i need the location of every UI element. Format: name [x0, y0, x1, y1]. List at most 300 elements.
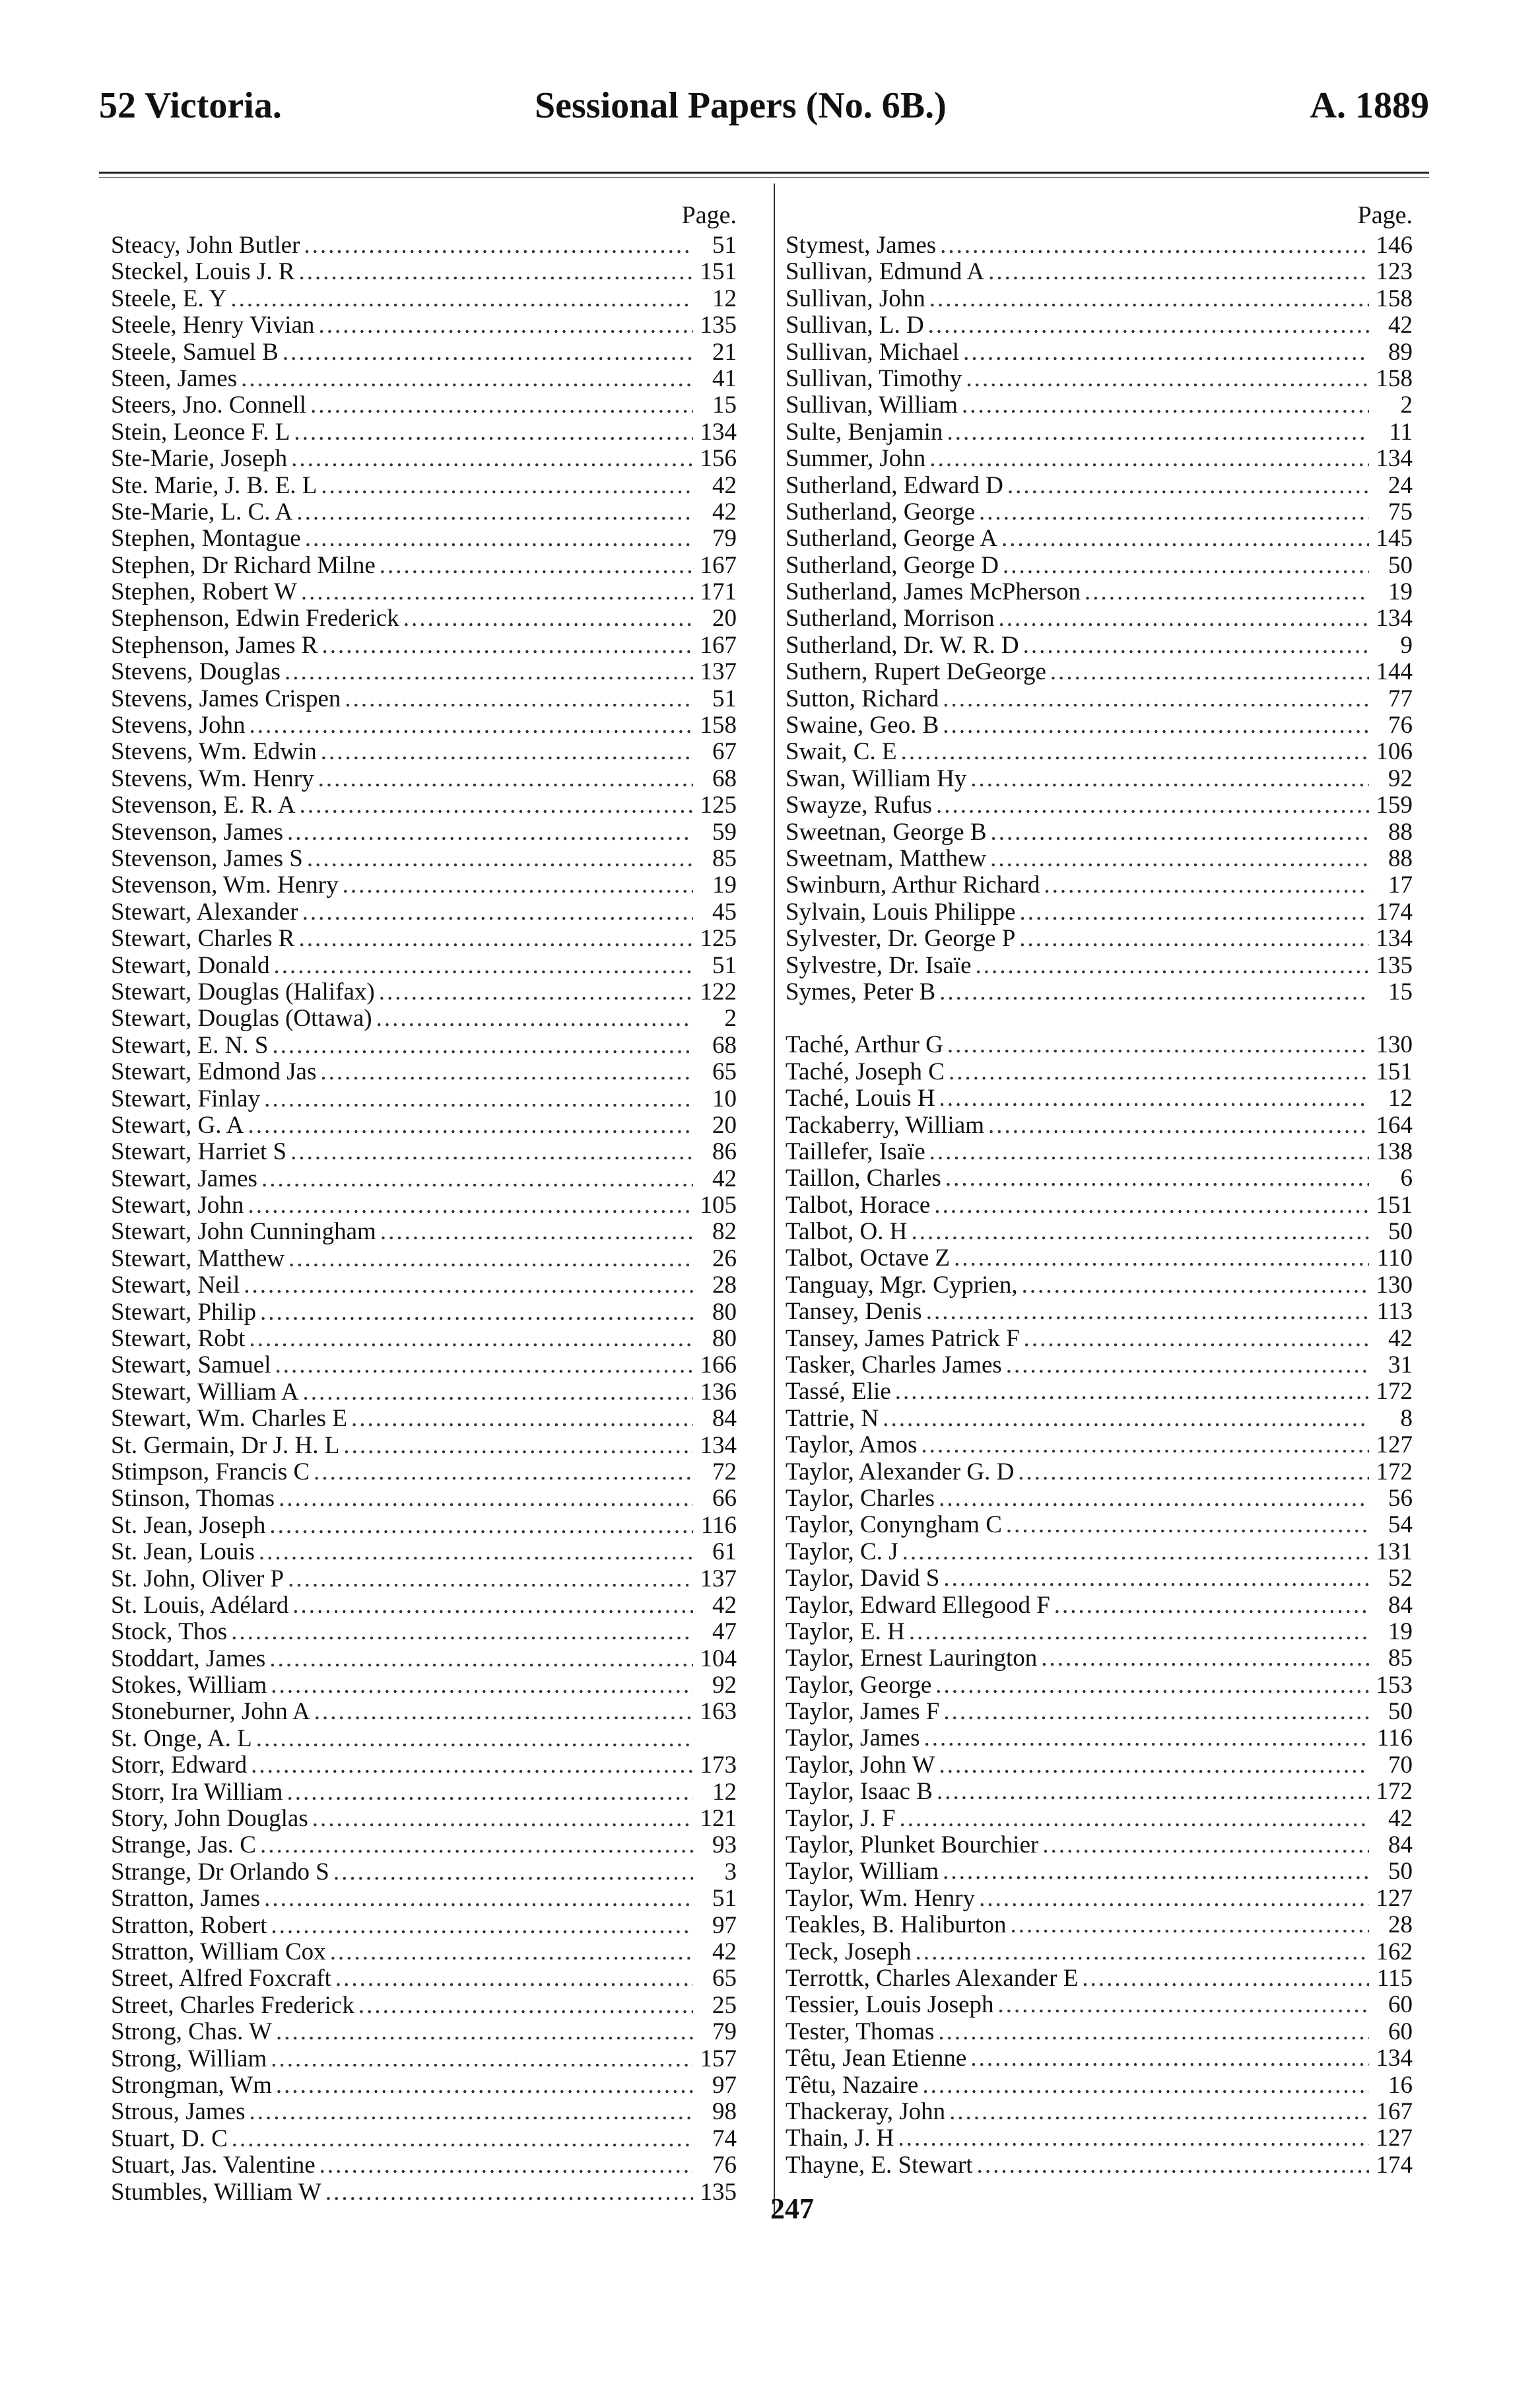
dot-leader	[264, 1886, 693, 1912]
entry-page: 172	[1376, 1458, 1413, 1485]
index-list-t	[786, 1032, 1413, 2179]
dot-leader	[937, 1779, 1369, 1805]
entry-page: 151	[700, 258, 737, 286]
header-rule	[99, 172, 1429, 174]
entry-page: 60	[1388, 2018, 1413, 2045]
entry-name: Sullivan, Michael	[786, 338, 960, 366]
dot-leader	[269, 1513, 693, 1539]
dot-leader	[923, 1725, 1369, 1752]
dot-leader	[321, 473, 693, 499]
dot-leader	[241, 366, 693, 392]
index-entry	[111, 899, 737, 926]
entry-page: 2	[724, 1005, 737, 1033]
index-entry	[111, 1166, 737, 1192]
dot-leader	[1010, 1912, 1369, 1938]
dot-leader	[922, 2072, 1369, 2099]
dot-leader	[902, 1539, 1369, 1565]
entry-page: 174	[1376, 898, 1413, 926]
dot-leader	[259, 1539, 693, 1565]
entry-name: Stewart, James	[111, 1165, 257, 1192]
entry-page: 85	[1388, 1645, 1413, 1672]
index-entry	[111, 1112, 737, 1139]
dot-leader	[321, 632, 693, 659]
index-entry	[111, 1059, 737, 1085]
index-entry	[111, 446, 737, 472]
index-entry	[786, 686, 1413, 712]
index-entry	[111, 2126, 737, 2152]
entry-name: Stewart, Douglas (Ottawa)	[111, 1005, 372, 1033]
dot-leader	[231, 1619, 693, 1645]
entry-name: Taylor, J. F	[786, 1804, 896, 1832]
index-entry	[111, 766, 737, 792]
entry-name: St. Louis, Adélard	[111, 1591, 289, 1619]
entry-page: 125	[700, 792, 737, 819]
entry-page: 134	[700, 1431, 737, 1459]
header-volume: 52 Victoria.	[99, 85, 282, 126]
index-entry	[111, 819, 737, 846]
entry-page: 42	[712, 498, 737, 526]
entry-name: Steele, Henry Vivian	[111, 312, 315, 339]
entry-page: 42	[712, 1591, 737, 1619]
entry-page: 25	[712, 1991, 737, 2019]
entry-name: Têtu, Jean Etienne	[786, 2045, 967, 2072]
dot-leader	[970, 766, 1369, 792]
entry-name: Tanguay, Mgr. Cyprien,	[786, 1271, 1018, 1299]
dot-leader	[1085, 579, 1369, 605]
index-entry	[111, 1433, 737, 1459]
entry-name: Ste. Marie, J. B. E. L	[111, 471, 318, 499]
dot-leader	[940, 232, 1369, 259]
entry-page: 76	[1388, 712, 1413, 739]
entry-page: 26	[712, 1244, 737, 1272]
dot-leader	[1054, 1592, 1369, 1619]
entry-name: Taylor, Conyngham C	[786, 1511, 1002, 1539]
entry-name: Street, Alfred Foxcraft	[111, 1965, 331, 1992]
index-entry	[786, 2099, 1413, 2125]
entry-name: Stoddart, James	[111, 1645, 266, 1672]
entry-page: 116	[700, 1511, 737, 1539]
entry-name: Strongman, Wm	[111, 2071, 272, 2099]
header-title: Sessional Papers (No. 6B.)	[535, 85, 947, 126]
dot-leader	[936, 792, 1369, 819]
index-entry	[786, 1699, 1413, 1725]
dot-leader	[288, 1566, 693, 1592]
entry-page: 125	[700, 925, 737, 953]
dot-leader	[248, 1112, 693, 1139]
header-rule-thin	[99, 177, 1429, 178]
entry-name: Taylor, Amos	[786, 1431, 918, 1459]
index-entry	[786, 1272, 1413, 1299]
entry-name: Sullivan, John	[786, 285, 925, 312]
entry-name: Taylor, E. H	[786, 1617, 905, 1645]
entry-name: Swait, C. E	[786, 738, 897, 766]
entry-page: 145	[1376, 525, 1413, 553]
entry-page: 59	[712, 818, 737, 846]
index-entry	[111, 1779, 737, 1806]
page-column-heading: Page.	[1357, 201, 1413, 229]
entry-name: Strange, Dr Orlando S	[111, 1858, 329, 1886]
dot-leader	[343, 872, 693, 899]
entry-name: Talbot, Octave Z	[786, 1244, 951, 1272]
dot-leader	[947, 419, 1369, 446]
dot-leader	[954, 1245, 1369, 1272]
entry-page: 42	[712, 1165, 737, 1192]
entry-page: 137	[700, 1565, 737, 1592]
dot-leader	[376, 1005, 693, 1032]
entry-page: 72	[712, 1458, 737, 1485]
index-entry	[786, 1432, 1413, 1458]
entry-page: 113	[1376, 1298, 1413, 1326]
entry-page: 60	[1388, 1991, 1413, 2019]
dot-leader	[296, 499, 693, 526]
index-entry	[786, 739, 1413, 765]
entry-page: 137	[700, 658, 737, 686]
page-number: 247	[770, 2193, 814, 2225]
entry-name: Stevens, John	[111, 712, 246, 739]
entry-page: 19	[1388, 578, 1413, 606]
entry-page: 19	[1388, 1617, 1413, 1645]
entry-page: 12	[1388, 1085, 1413, 1112]
entry-page: 146	[1376, 232, 1413, 259]
entry-page: 31	[1388, 1351, 1413, 1379]
index-entry	[111, 1219, 737, 1245]
entry-name: St. Germain, Dr J. H. L	[111, 1431, 340, 1459]
entry-name: Steen, James	[111, 364, 238, 392]
entry-name: Teck, Joseph	[786, 1938, 912, 1965]
dot-leader	[900, 1806, 1369, 1832]
dot-leader	[1006, 1352, 1369, 1378]
entry-page: 68	[712, 765, 737, 792]
entry-name: Stephen, Montague	[111, 525, 301, 553]
entry-name: Symes, Peter B	[786, 978, 936, 1005]
entry-name: Stuart, D. C	[111, 2125, 228, 2152]
index-entry	[111, 1459, 737, 1485]
entry-name: Sutherland, George A	[786, 525, 997, 553]
dot-leader	[1019, 926, 1369, 952]
entry-name: Talbot, Horace	[786, 1191, 931, 1219]
entry-page: 45	[712, 898, 737, 926]
entry-name: Stephen, Robert W	[111, 578, 297, 606]
index-entry	[786, 286, 1413, 312]
dot-leader	[249, 1326, 693, 1352]
dot-leader	[939, 1085, 1369, 1112]
entry-page: 42	[712, 1938, 737, 1965]
index-entry	[111, 1485, 737, 1512]
entry-name: St. Onge, A. L	[111, 1724, 252, 1752]
dot-leader	[303, 1379, 693, 1406]
entry-page: 15	[712, 391, 737, 419]
entry-page: 134	[700, 418, 737, 446]
entry-page: 93	[712, 1831, 737, 1859]
dot-leader	[1041, 1645, 1369, 1672]
index-entry	[786, 1939, 1413, 1965]
entry-page: 80	[712, 1298, 737, 1326]
entry-name: Strous, James	[111, 2098, 246, 2126]
dot-leader	[977, 2152, 1369, 2179]
entry-name: Stevens, Wm. Henry	[111, 765, 314, 792]
index-entry	[786, 339, 1413, 366]
index-entry	[111, 2019, 737, 2045]
index-entry	[111, 2046, 737, 2072]
entry-name: Stephenson, James R	[111, 631, 318, 659]
entry-page: 173	[700, 1752, 737, 1779]
entry-page: 70	[1388, 1751, 1413, 1779]
index-entry	[786, 1485, 1413, 1512]
dot-leader	[343, 1433, 693, 1459]
dot-leader	[947, 1032, 1369, 1058]
page-column-heading: Page.	[681, 201, 737, 229]
entry-name: Teakles, B. Haliburton	[786, 1911, 1007, 1939]
entry-name: Swan, William Hy	[786, 765, 967, 792]
entry-name: Thain, J. H	[786, 2125, 894, 2152]
dot-leader	[934, 1192, 1369, 1219]
index-entry	[111, 712, 737, 739]
entry-page: 28	[712, 1272, 737, 1299]
dot-leader	[895, 1378, 1369, 1405]
dot-leader	[273, 953, 693, 979]
entry-page: 134	[1376, 2045, 1413, 2072]
dot-leader	[916, 1939, 1369, 1965]
entry-page: 116	[1376, 1724, 1413, 1752]
entry-page: 82	[712, 1218, 737, 1246]
index-entry	[111, 1939, 737, 1965]
entry-name: Strong, William	[111, 2045, 267, 2072]
dot-leader	[970, 2045, 1369, 2072]
dot-leader	[304, 232, 693, 259]
entry-name: Stock, Thos	[111, 1618, 228, 1646]
entry-page: 135	[700, 312, 737, 339]
entry-name: Stewart, Donald	[111, 951, 270, 979]
dot-leader	[943, 1699, 1369, 1725]
index-entry	[111, 1592, 737, 1619]
entry-name: Sutherland, Dr. W. R. D	[786, 631, 1019, 659]
dot-leader	[926, 1299, 1369, 1325]
index-entry	[786, 872, 1413, 899]
index-entry	[786, 392, 1413, 419]
entry-name: Taché, Joseph C	[786, 1058, 945, 1085]
index-entry	[111, 1086, 737, 1112]
entry-page: 127	[1376, 1431, 1413, 1459]
entry-page: 75	[1388, 498, 1413, 526]
entry-page: 104	[700, 1645, 737, 1672]
index-entry	[786, 1406, 1413, 1432]
entry-page: 136	[700, 1378, 737, 1406]
entry-name: Taylor, Edward Ellegood F	[786, 1591, 1050, 1619]
entry-page: 74	[712, 2125, 737, 2152]
dot-leader	[403, 605, 693, 632]
index-column-right	[786, 198, 1413, 2179]
entry-name: Stewart, Samuel	[111, 1351, 271, 1379]
entry-name: Taylor, David S	[786, 1565, 940, 1592]
entry-name: Stevenson, E. R. A	[111, 792, 296, 819]
entry-page: 65	[712, 1058, 737, 1086]
entry-page: 42	[1388, 1804, 1413, 1832]
dot-leader	[307, 846, 693, 872]
index-entry	[786, 553, 1413, 579]
dot-leader	[318, 766, 693, 792]
index-entry	[786, 1858, 1413, 1885]
dot-leader	[1006, 1512, 1369, 1538]
entry-page: 51	[712, 232, 737, 259]
dot-leader	[272, 1033, 693, 1059]
entry-page: 134	[1376, 605, 1413, 632]
index-entry	[111, 846, 737, 872]
dot-leader	[294, 419, 693, 446]
index-entry	[111, 1619, 737, 1645]
entry-page: 8	[1400, 1404, 1413, 1432]
entry-name: Stewart, Harriet S	[111, 1138, 287, 1166]
entry-name: Sullivan, William	[786, 391, 958, 419]
entry-name: Ste-Marie, Joseph	[111, 445, 288, 473]
dot-leader	[938, 2019, 1369, 2045]
entry-name: Taylor, George	[786, 1671, 932, 1699]
entry-page: 98	[712, 2098, 737, 2126]
entry-name: Tester, Thomas	[786, 2018, 935, 2045]
dot-leader	[988, 1112, 1369, 1139]
index-entry	[111, 526, 737, 552]
entry-name: Thayne, E. Stewart	[786, 2151, 973, 2179]
index-entry	[786, 712, 1413, 739]
entry-page: 171	[700, 578, 737, 606]
dot-leader	[287, 819, 693, 846]
dot-leader	[1003, 553, 1369, 579]
entry-name: Stevens, Wm. Edwin	[111, 738, 317, 766]
entry-page: 131	[1376, 1538, 1413, 1565]
dot-leader	[335, 1965, 693, 1992]
index-entry	[111, 1299, 737, 1326]
index-entry	[111, 419, 737, 446]
entry-name: Steckel, Louis J. R	[111, 258, 295, 286]
dot-leader	[990, 846, 1369, 872]
dot-leader	[1024, 1326, 1369, 1352]
dot-leader	[979, 1886, 1369, 1912]
index-entry	[111, 1192, 737, 1219]
index-entry	[111, 579, 737, 605]
entry-page: 92	[712, 1672, 737, 1699]
entry-page: 167	[700, 631, 737, 659]
index-entry	[111, 232, 737, 259]
dot-leader	[345, 686, 693, 712]
entry-page: 89	[1388, 338, 1413, 366]
entry-page: 56	[1388, 1484, 1413, 1512]
index-entry	[786, 605, 1413, 632]
dot-leader	[351, 1406, 693, 1432]
dot-leader	[945, 1165, 1369, 1192]
index-entry	[786, 766, 1413, 792]
entry-page: 50	[1388, 1858, 1413, 1886]
entry-page: 164	[1376, 1111, 1413, 1139]
dot-leader	[1044, 872, 1369, 899]
entry-page: 158	[700, 712, 737, 739]
index-entry	[111, 1913, 737, 1939]
index-entry	[786, 499, 1413, 526]
dot-leader	[1001, 526, 1369, 552]
entry-name: Stewart, John Cunningham	[111, 1218, 376, 1246]
dot-leader	[261, 1166, 693, 1192]
entry-page: 50	[1388, 551, 1413, 579]
entry-page: 42	[712, 471, 737, 499]
index-entry	[786, 2152, 1413, 2179]
dot-leader	[921, 1432, 1369, 1458]
index-entry	[786, 1192, 1413, 1219]
dot-leader	[260, 1832, 693, 1858]
dot-leader	[285, 659, 693, 685]
entry-name: Tasker, Charles James	[786, 1351, 1002, 1379]
entry-name: Taylor, Ernest Laurington	[786, 1645, 1038, 1672]
index-entry	[786, 1032, 1413, 1058]
entry-name: Stoneburner, John A	[111, 1698, 310, 1726]
entry-page: 50	[1388, 1218, 1413, 1246]
entry-page: 61	[712, 1538, 737, 1566]
entry-name: Swayze, Rufus	[786, 792, 932, 819]
index-entry	[111, 2152, 737, 2179]
index-entry	[786, 1085, 1413, 1112]
entry-page: 159	[1376, 792, 1413, 819]
index-entry	[111, 1033, 737, 1059]
entry-page: 163	[700, 1698, 737, 1726]
entry-name: Storr, Edward	[111, 1752, 248, 1779]
entry-name: Stewart, Finlay	[111, 1085, 261, 1112]
dot-leader	[999, 605, 1369, 632]
index-entry	[111, 473, 737, 499]
index-entry	[786, 312, 1413, 339]
index-entry	[786, 1539, 1413, 1565]
index-entry	[111, 1672, 737, 1699]
entry-page: 66	[712, 1485, 737, 1513]
dot-leader	[935, 1672, 1369, 1699]
dot-leader	[276, 2019, 693, 2045]
entry-page: 115	[1376, 1965, 1413, 1992]
index-entry	[786, 1592, 1413, 1619]
entry-name: Taylor, Charles	[786, 1484, 935, 1512]
index-entry	[111, 392, 737, 419]
entry-page: 127	[1376, 2125, 1413, 2152]
entry-page: 51	[712, 1885, 737, 1913]
entry-name: Stewart, Douglas (Halifax)	[111, 978, 375, 1005]
index-entry	[111, 1272, 737, 1299]
entry-name: Sutherland, George	[786, 498, 976, 526]
index-entry	[111, 339, 737, 366]
entry-page: 158	[1376, 364, 1413, 392]
entry-name: Swinburn, Arthur Richard	[786, 871, 1040, 899]
entry-name: Taylor, James F	[786, 1698, 940, 1726]
entry-page: 50	[1388, 1698, 1413, 1726]
index-entry	[111, 926, 737, 952]
entry-page: 2	[1400, 391, 1413, 419]
entry-page: 54	[1388, 1511, 1413, 1539]
dot-leader	[312, 1806, 693, 1832]
index-entry	[786, 1992, 1413, 2018]
index-entry	[786, 1965, 1413, 1992]
entry-name: Tansey, James Patrick F	[786, 1324, 1020, 1352]
entry-name: Sylvestre, Dr. Isaïe	[786, 951, 972, 979]
entry-name: Stewart, Philip	[111, 1298, 256, 1326]
dot-leader	[929, 1139, 1369, 1165]
dot-leader	[232, 2126, 693, 2152]
entry-name: Steacy, John Butler	[111, 232, 300, 259]
dot-leader	[314, 1699, 693, 1725]
dot-leader	[979, 499, 1369, 526]
index-entry	[111, 1139, 737, 1165]
entry-name: Stratton, William Cox	[111, 1938, 326, 1965]
entry-name: Steele, E. Y	[111, 285, 227, 312]
dot-leader	[305, 526, 693, 552]
entry-name: Stevens, James Crispen	[111, 685, 341, 712]
entry-name: Stewart, Matthew	[111, 1244, 285, 1272]
dot-leader	[256, 1726, 693, 1752]
entry-name: Stuart, Jas. Valentine	[111, 2152, 316, 2179]
dot-leader	[911, 1219, 1369, 1245]
